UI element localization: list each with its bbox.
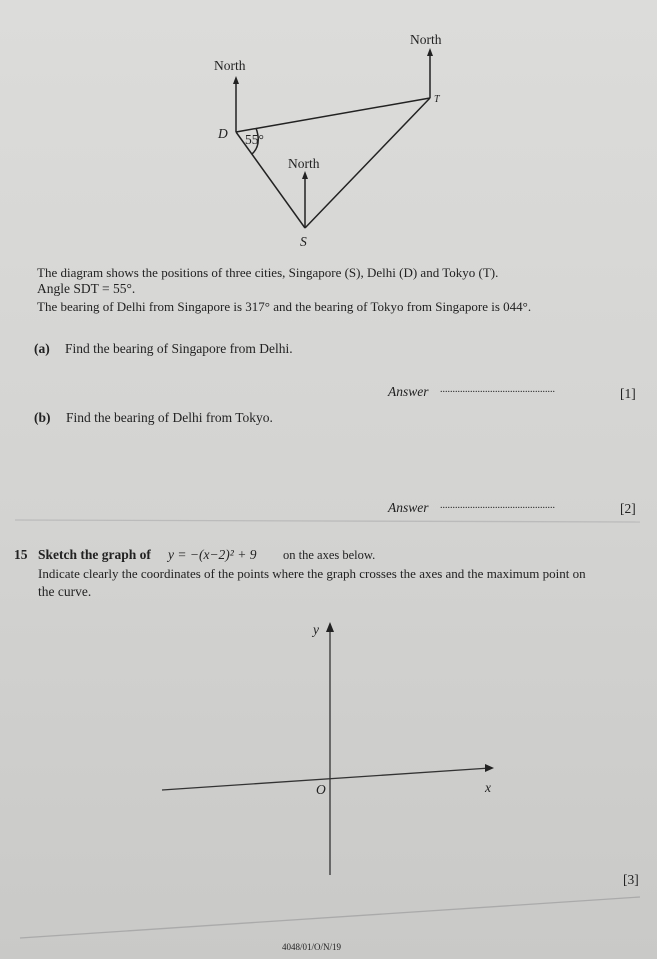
q15-number: 15 [14,547,28,562]
q15-prefix: Sketch the graph of [38,547,151,562]
q14-intro: The diagram shows the positions of three cities, Singapore (S), Delhi (D) and Tokyo (T). [37,265,499,280]
q14b-label: (b) [34,410,51,425]
q14-bearings: The bearing of Delhi from Singapore is 317° and the bearing of Tokyo from Singapore is 044°. [37,299,532,314]
q15-equation: y = −(x−2)² + 9 [168,547,257,562]
bearing-diagram [236,52,430,228]
q14b-text: Find the bearing of Delhi from Tokyo. [66,410,273,425]
q14a-label: (a) [34,341,50,356]
angle-label: 55° [245,132,264,147]
point-d: D [218,126,228,141]
axes [15,520,640,938]
marks-b: [2] [620,501,636,516]
answer-line-b[interactable]: .............................................. [440,500,555,511]
origin-label: O [316,782,326,797]
point-s: S [300,234,307,249]
answer-label-a: Answer [388,384,429,399]
north-label-s: North [288,156,320,171]
axis-y-label: y [313,622,319,637]
q15-suffix: on the axes below. [283,548,376,562]
answer-label-b: Answer [388,500,429,515]
q15-line3: the curve. [38,584,92,599]
q14-angle: Angle SDT = 55°. [37,281,136,296]
north-label-d: North [214,58,246,73]
q14a-text: Find the bearing of Singapore from Delhi. [65,341,293,356]
marks-a: [1] [620,386,636,401]
q15-marks: [3] [623,872,639,887]
q15-line2: Indicate clearly the coordinates of the points where the graph crosses the axes and the maximum point on [38,566,586,581]
axis-x-label: x [485,780,491,795]
footer-code: 4048/01/O/N/19 [282,942,342,952]
answer-line-a[interactable]: .............................................. [440,384,555,395]
north-label-t: North [410,32,442,47]
point-t: T [434,94,440,105]
